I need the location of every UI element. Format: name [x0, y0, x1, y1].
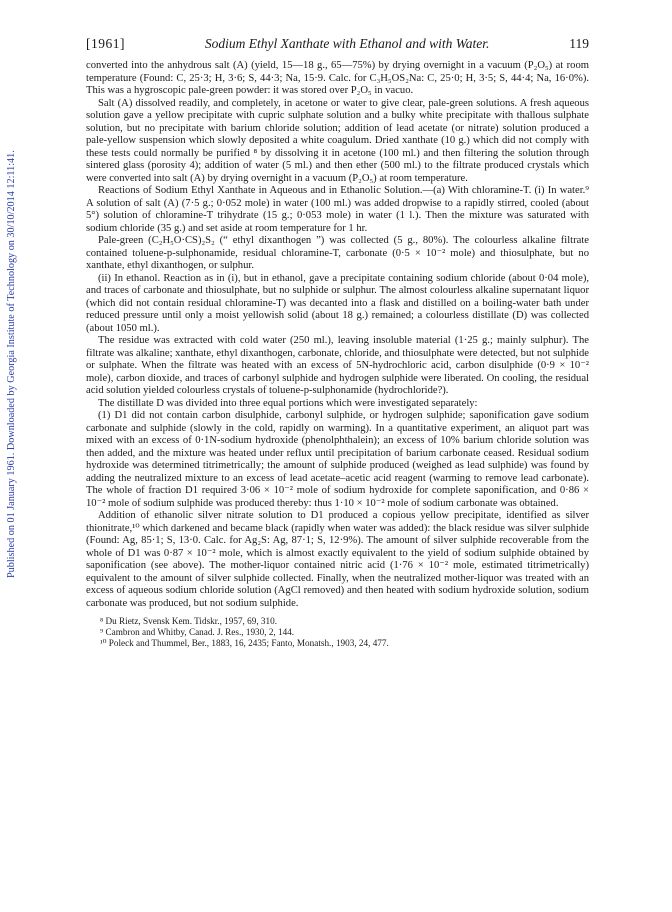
- paper-page: [86, 36, 589, 649]
- footnote: ¹⁰ Poleck and Thummel, Ber., 1883, 16, 2435; Fanto, Monatsh., 1903, 24, 477.: [100, 638, 389, 648]
- header-title: Sodium Ethyl Xanthate with Ethanol and with Water.: [204, 36, 490, 51]
- page-number: 119: [569, 36, 589, 51]
- header-year: [1961]: [86, 36, 125, 51]
- paragraph: (ii) In ethanol. Reaction as in (i), but in ethanol, gave a precipitate containing sodium chloride (about 0·04 mole), and traces of carbonate and thiosulphate, but no sulphide or sulphur. The almost colourless alkaline supernatant liquor (which did not contain residual chloramine-T) was decanted into a flask and distilled on a boiling-water bath under reduced pressure until only a moist yellowish solid (about 18 g.) remained; a colourless distillate (D) was collected (about 1050 ml.).: [86, 272, 589, 334]
- paragraph: Addition of ethanolic silver nitrate solution to D1 produced a copious yellow precipitate, identified as silver thionitrate,¹⁰ which darkened and became black (rapidly when water was added): the black residue was silver sulphide (Found: Ag, 85·1; S, 13·0. Calc. for Ag₂S: Ag, 87·1; S, 12·9%). The amount of silver sulphide recoverable from the whole of D1 was 0·87 × 10⁻² mole, which is almost exactly equivalent to the yield of sodium sulphide obtained by saponification (see above). The mother-liquor contained nitric acid (1·76 × 10⁻² mole, estimated titrimetrically) equivalent to the amount of silver sulphide collected. Finally, when the neutralized mother-liquor was treated with an excess of aqueous sodium chloride solution (AgCl removed) and then heated with sodium hydroxide solution, sodium carbonate was produced, but not sodium sulphide.: [86, 510, 589, 609]
- paragraph: Salt (A) dissolved readily, and completely, in acetone or water to give clear, pale-green solutions. A fresh aqueous solution gave a yellow precipitate with cupric sulphate solution and a bulky white precipitate with thallous sulphate solution, but no precipitate with barium chloride solution; addition of lead acetate (or nitrate) solution produced a pale-yellow suspension which slowly deposited a white coagulum. Dried xanthate (10 g.) which did not comply with these tests could normally be purified ⁸ by dissolving it in acetone (100 ml.) and then filtering the solution through sintered glass (porosity 4); addition of water (5 ml.) and then ether (500 ml.) to the filtrate produced crystals which were converted into salt (A) by drying overnight in a vacuum (P₂O₅) at room temperature.: [86, 97, 589, 184]
- download-note: Published on 01 January 1961. Downloaded by Georgia Institute of Technology on 30/10/2014 12:11:41.: [6, 150, 17, 578]
- running-header: [86, 36, 589, 52]
- footnotes: [86, 616, 589, 649]
- footnote: ⁸ Du Rietz, Svensk Kem. Tidskr., 1957, 69, 310.: [100, 616, 278, 626]
- paragraph: The residue was extracted with cold water (250 ml.), leaving insoluble material (1·25 g.; mainly sulphur). The filtrate was alkaline; xanthate, ethyl dixanthogen, carbonate, chloride, and thiosulphate were detected, but not sulphide or sulphate. When the filtrate was heated with an excess of 5N-hydrochloric acid, carbon disulphide (0·9 × 10⁻² mole), carbon dioxide, and traces of carbonyl sulphide and hydrogen sulphide were liberated. On cooling, the residual acid solution yielded colourless crystals of toluene-p-sulphonamide (hydrochloride?).: [86, 335, 589, 396]
- download-watermark: [4, 120, 20, 580]
- footnote: ⁹ Cambron and Whitby, Canad. J. Res., 1930, 2, 144.: [100, 627, 295, 637]
- paragraph: (1) D1 did not contain carbon disulphide, carbonyl sulphide, or hydrogen sulphide; saponification gave sodium carbonate and sulphide (slowly in the cold, rapidly on warming). In a quantitative experiment, an aliquot part was mixed with an excess of 0·1N-sodium hydroxide (phenolphthalein); an excess of 10% barium chloride solution was then added, and the mixture was heated under reflux until precipitation of barium carbonate ceased. Residual sodium hydroxide was determined titrimetrically; the amount of sulphide produced (weighed as lead sulphide) was found by adding the neutralized mixture to an excess of lead acetate–acetic acid reagent (warming to remove lead carbonate). The whole of fraction D1 required 3·06 × 10⁻² mole of sodium hydroxide for complete saponification, and 0·86 × 10⁻² mole of sodium sulphide was produced thereby: thus 1·10 × 10⁻² mole of sodium carbonate was obtained.: [86, 410, 589, 509]
- paragraph: Pale-green (C₂H₅O·CS)₂S₂ (“ ethyl dixanthogen ”) was collected (5 g., 80%). The colourless alkaline filtrate contained toluene-p-sulphonamide, residual chloramine-T, carbonate (0·5 × 10⁻² mole) and thiosulphate, but no xanthate, ethyl dixanthogen, or sulphur.: [86, 235, 589, 271]
- article-body: [86, 60, 589, 610]
- paragraph: converted into the anhydrous salt (A) (yield, 15—18 g., 65—75%) by drying overnight in a vacuum (P₂O₅) at room temperature (Found: C, 25·3; H, 3·6; S, 44·3; Na, 15·9. Calc. for C₃H₅OS₂Na: C, 25·0; H, 3·5; S, 44·4; Na, 16·0%). This was a hygroscopic pale-green powder: it was stored over P₂O₅ in vacuo.: [86, 60, 589, 96]
- paragraph: Reactions of Sodium Ethyl Xanthate in Aqueous and in Ethanolic Solution.—(a) With chloramine-T. (i) In water.⁹ A solution of salt (A) (7·5 g.; 0·052 mole) in water (100 ml.) was added dropwise to a rapidly stirred, cooled (about 5°) solution of chloramine-T trihydrate (15 g.; 0·053 mole) in water (1 l.). Then the mixture was saturated with sodium chloride (35 g.) and set aside at room temperature for 1 hr.: [86, 185, 589, 234]
- paragraph: The distillate D was divided into three equal portions which were investigated separately:: [98, 397, 478, 409]
